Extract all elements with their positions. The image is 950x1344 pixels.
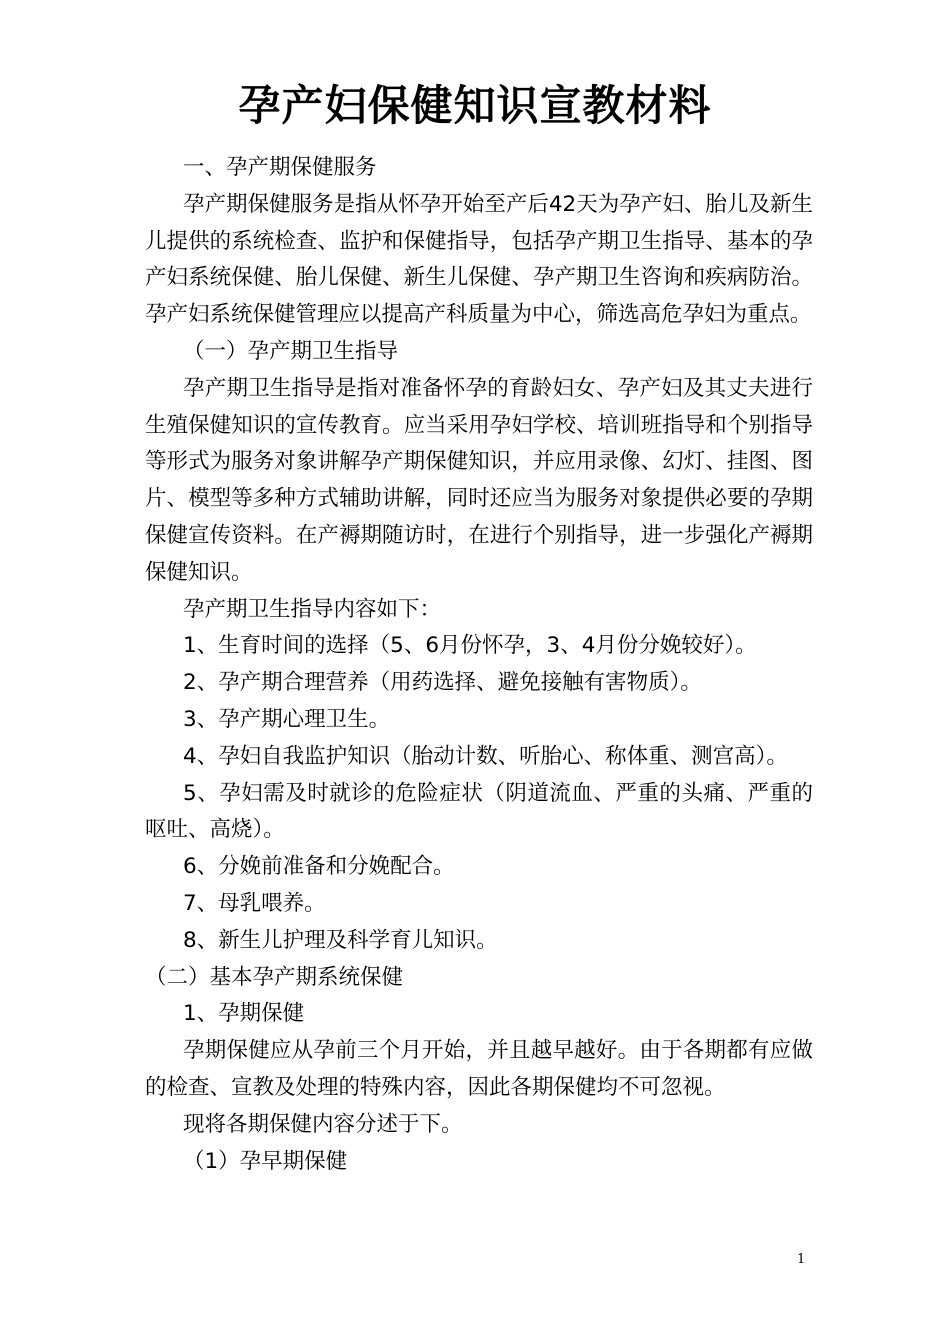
- list-item: 4、孕妇自我监护知识（胎动计数、听胎心、称体重、测宫高）。: [183, 743, 788, 769]
- list-item: 7、母乳喂养。: [183, 890, 326, 916]
- paragraph-intro: 孕产期保健服务是指从怀孕开始至产后42天为孕产妇、胎儿及新生儿提供的系统检查、监护和保健指导，包括孕产期卫生指导、基本的孕产妇系统保健、胎儿保健、新生儿保健、孕产期卫生咨询和疾病防治。孕产妇系统保健管理应以提高产科质量为中心，筛选高危孕妇为重点。: [145, 191, 813, 328]
- document-body: [145, 150, 813, 1180]
- list-item: 5、孕妇需及时就诊的危险症状（阴道流血、严重的头痛、严重的呕吐、高烧）。: [145, 780, 813, 843]
- paragraph-guidance: 孕产期卫生指导是指对准备怀孕的育龄妇女、孕产妇及其丈夫进行生殖保健知识的宣传教育。应当采用孕妇学校、培训班指导和个别指导等形式为服务对象讲解孕产期保健知识，并应用录像、幻灯、挂图、图片、模型等多种方式辅助讲解，同时还应当为服务对象提供必要的孕期保健宣传资料。在产褥期随访时，在进行个别指导，进一步强化产褥期保健知识。: [145, 375, 813, 585]
- sub-heading-early-pregnancy: （1）孕早期保健: [183, 1148, 348, 1174]
- list-item: 8、新生儿护理及科学育儿知识。: [183, 927, 498, 953]
- subsection-heading-2: （二）基本孕产期系统保健: [145, 964, 404, 990]
- paragraph-stages-intro: 现将各期保健内容分述于下。: [183, 1111, 463, 1137]
- list-item: 2、孕产期合理营养（用药选择、避免接触有害物质）。: [183, 670, 702, 696]
- document-title: 孕产妇保健知识宣教材料: [238, 81, 712, 130]
- list-item: 6、分娩前准备和分娩配合。: [183, 854, 455, 880]
- page-number: 1: [797, 1252, 806, 1267]
- section-heading-1: 一、孕产期保健服务: [183, 155, 377, 180]
- sub-heading-pregnancy-care: 1、孕期保健: [183, 1001, 305, 1027]
- list-item: 1、生育时间的选择（5、6月份怀孕，3、4月份分娩较好）。: [183, 633, 757, 659]
- paragraph-pregnancy-care: 孕期保健应从孕前三个月开始，并且越早越好。由于各期都有应做的检查、宣教及处理的特殊内容，因此各期保健均不可忽视。: [145, 1038, 813, 1100]
- subsection-heading-1: （一）孕产期卫生指导: [183, 338, 399, 364]
- list-item: 3、孕产期心理卫生。: [183, 706, 391, 732]
- list-intro: 孕产期卫生指导内容如下：: [183, 596, 442, 622]
